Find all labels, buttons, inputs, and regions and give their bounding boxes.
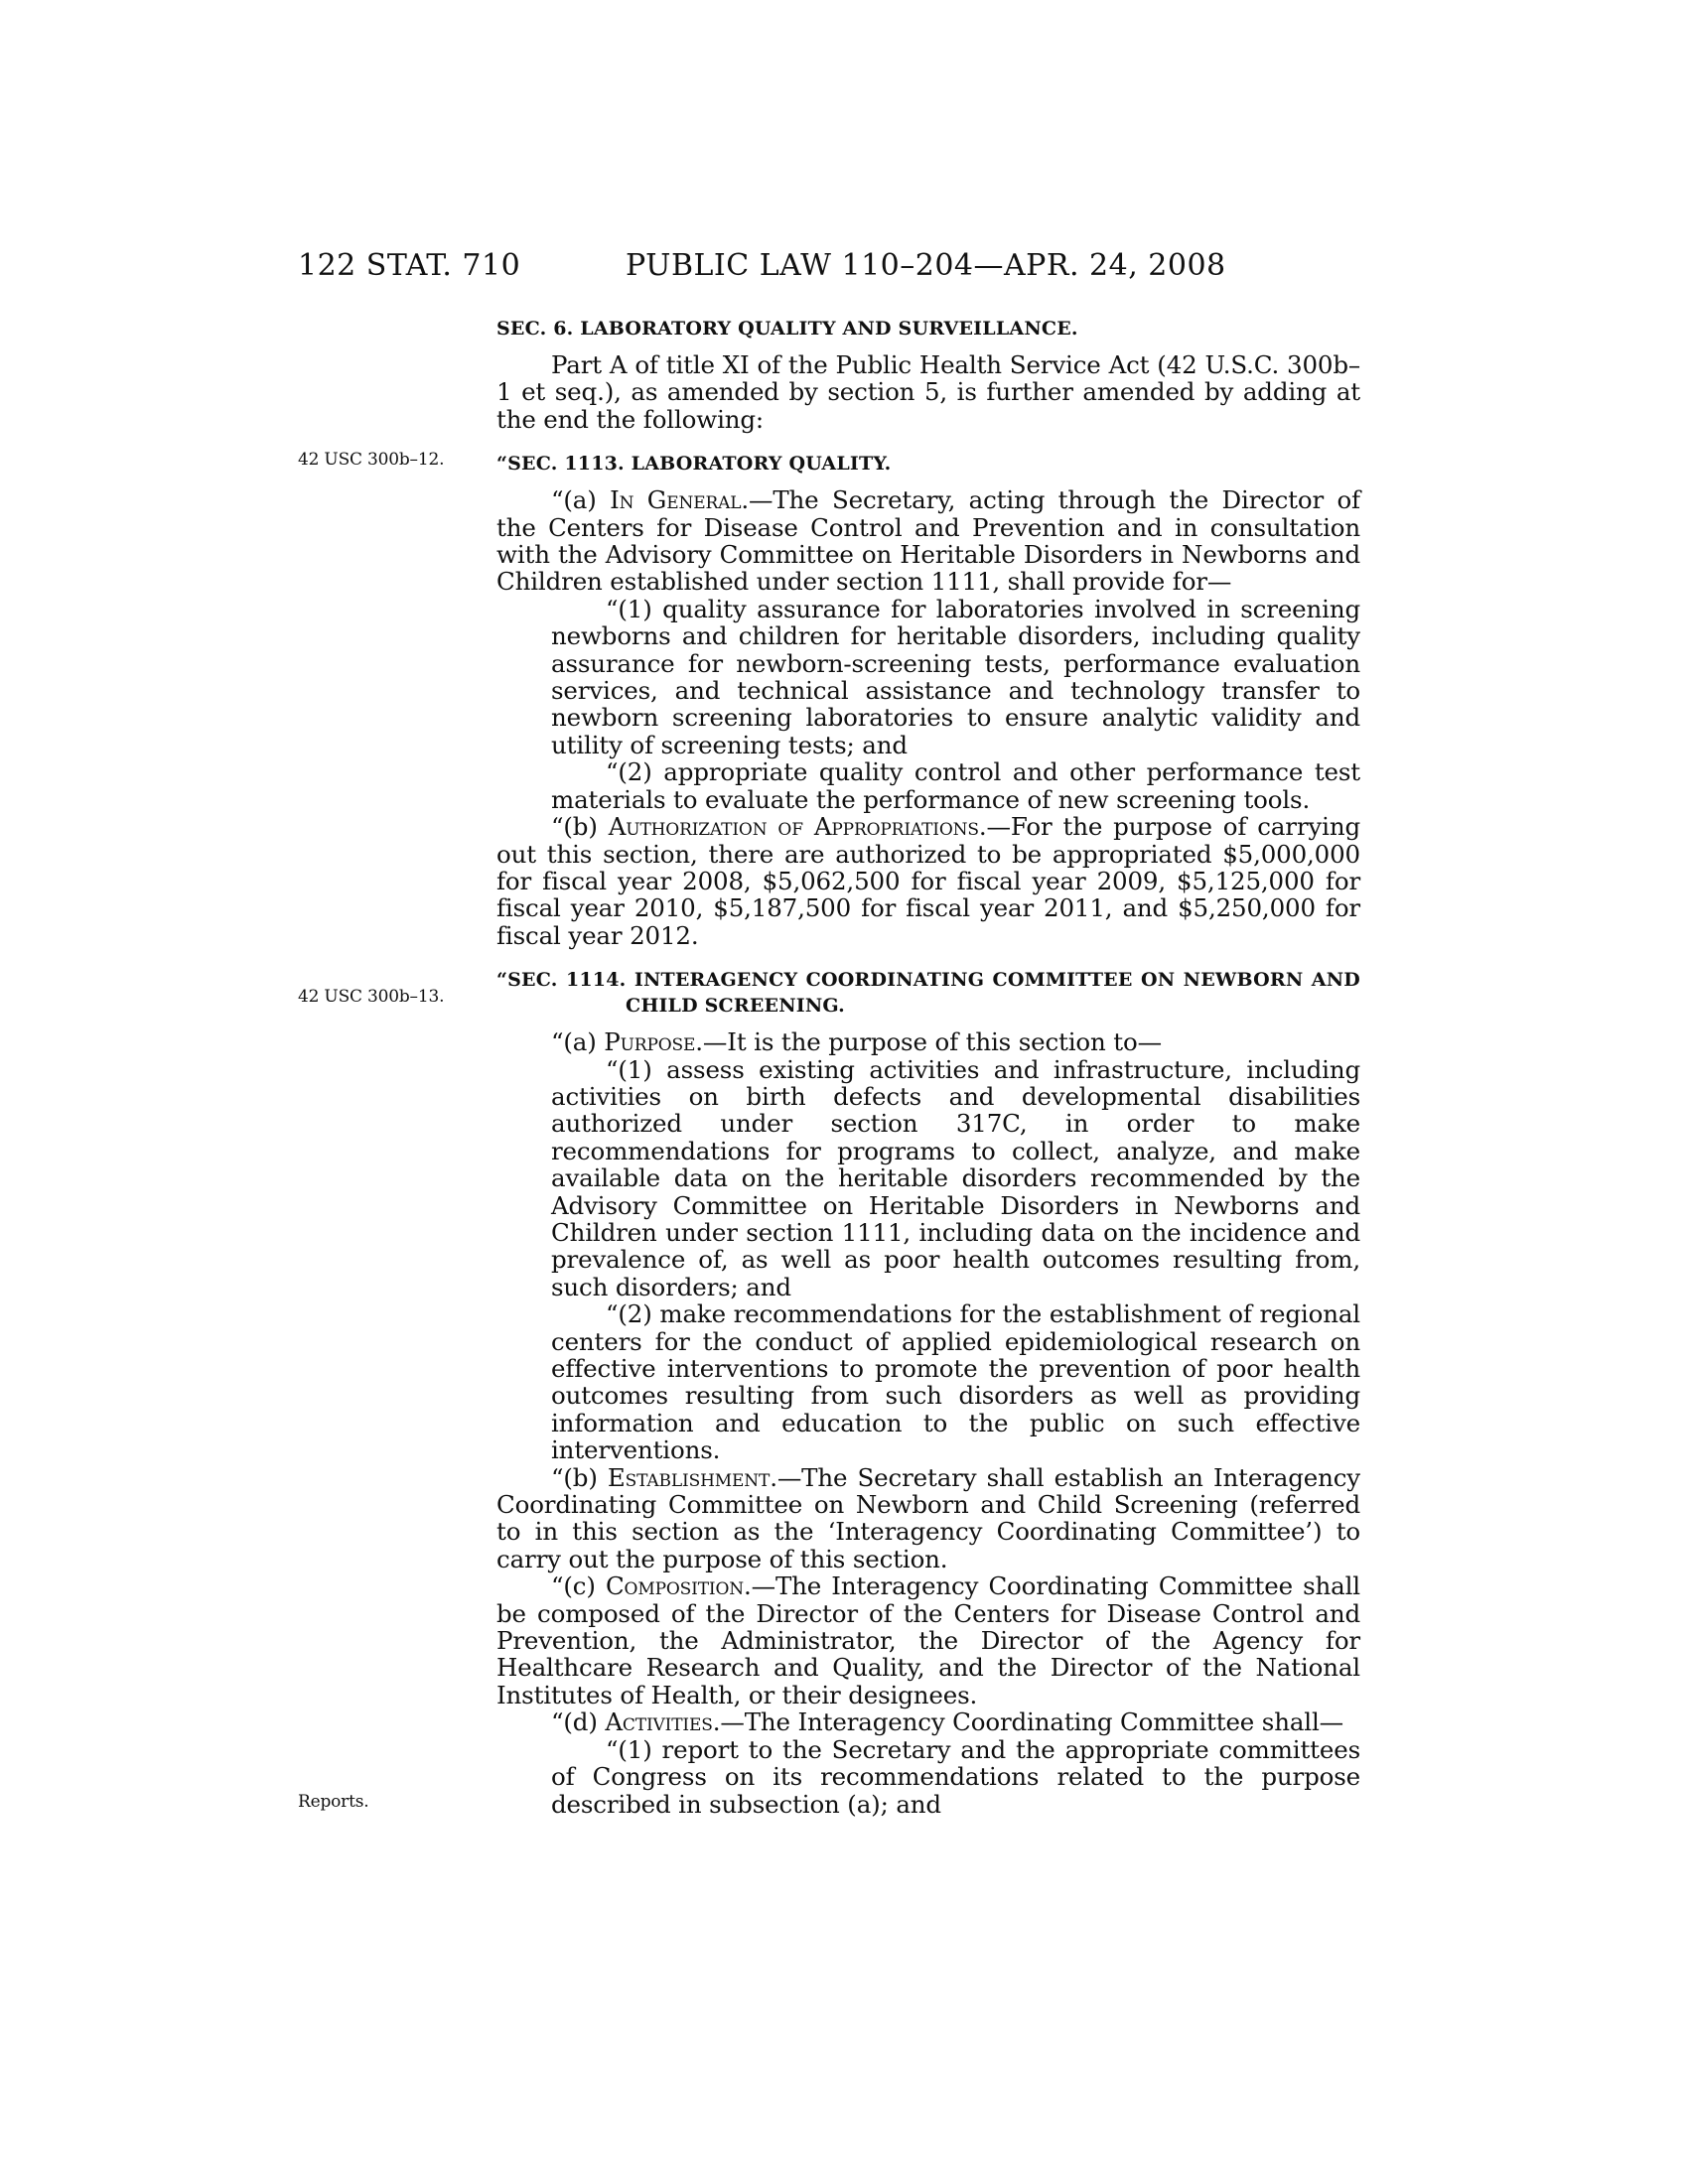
- sec6-intro: Part A of title XI of the Public Health Service Act (42 U.S.C. 300b–1 et seq.), as amended by section 5, is further amended by adding at the end the following:: [496, 350, 1360, 434]
- sec1114-c-text: .—The Interagency Coordinating Committee shall be composed of the Director of the Centers for Disease Control and Prevention, the Administrator, the Director of the Agency for Healthcare Research and Quality, and the Director of the National Institutes of Health, or their designees.: [496, 1571, 1360, 1709]
- sec1113-paragraph-a2: “(2) appropriate quality control and other performance test materials to evaluate the performance of new screening tools.: [551, 757, 1360, 814]
- sec1114-a-label: Purpose: [604, 1027, 696, 1057]
- sec1114-paragraph-d1: “(1) report to the Secretary and the appropriate committees of Congress on its recommendations related to the purpose described in subsection (a); and: [551, 1734, 1360, 1819]
- sec1114-paragraph-a2: “(2) make recommendations for the establishment of regional centers for the conduct of applied epidemiological research on effective interventions to promote the prevention of poor health outcomes resulting from such disorders as well as providing information and education to the public on such effective interventions.: [551, 1299, 1360, 1465]
- sec1113-paragraph-a1: “(1) quality assurance for laboratories involved in screening newborns and children for heritable disorders, including quality assurance for newborn-screening tests, performance evaluation services, and technical assistance and technology transfer to newborn screening laboratories to ensure analytic validity and utility of screening tests; and: [551, 594, 1360, 759]
- sec1113-subsection-b: [496, 813, 1360, 949]
- sec6-heading: SEC. 6. LABORATORY QUALITY AND SURVEILLANCE.: [496, 318, 1078, 340]
- page-header: [298, 248, 1226, 288]
- sec1114-c-lead: “(c): [551, 1571, 606, 1601]
- sec1114-subsection-b: [496, 1464, 1360, 1573]
- public-law-citation: PUBLIC LAW 110–204—APR. 24, 2008: [626, 248, 1226, 283]
- sec1113-a-lead: “(a): [551, 485, 611, 515]
- sec1114-c-label: Composition: [605, 1571, 744, 1601]
- sec1113-subsection-a: [496, 486, 1360, 596]
- sec1113-b-lead: “(b): [551, 812, 609, 842]
- sec1113-b-label: Authorization of Appropriations: [608, 812, 979, 842]
- sec1113-b-text: .—For the purpose of carrying out this section, there are authorized to be appropriated $5,000,000 for fiscal year 2008, $5,062,500 for fiscal year 2009, $5,125,000 for fiscal year 2010, $5,187,500 for fiscal year 2011, and $5,250,000 for fiscal year 2012.: [496, 812, 1360, 950]
- statute-page-number: 122 STAT. 710: [298, 248, 521, 283]
- sec1114-a-text: .—It is the purpose of this section to—: [695, 1027, 1162, 1057]
- sec1114-subsection-d: [496, 1708, 1360, 1735]
- sec1113-a-label: In General: [610, 485, 742, 515]
- sec1113-a-text: .—The Secretary, acting through the Director of the Centers for Disease Control and Prevention and in consultation with the Advisory Committee on Heritable Disorders in Newborns and Children established under section 1111, shall provide for—: [496, 485, 1360, 597]
- sec1114-d-lead: “(d): [551, 1707, 606, 1737]
- sec1114-subsection-c: [496, 1572, 1360, 1708]
- sec1113-heading: “SEC. 1113. LABORATORY QUALITY.: [496, 453, 892, 476]
- document-body: [496, 316, 1360, 1818]
- margin-note-usc-300b-13: 42 USC 300b–13.: [298, 987, 445, 1007]
- sec1114-paragraph-a1: “(1) assess existing activities and infrastructure, including activities on birth defects and developmental disabilities authorized under section 317C, in order to make recommendations for programs to collect, analyze, and make available data on the heritable disorders recommended by the Advisory Committee on Heritable Disorders in Newborns and Children under section 1111, including data on the incidence and prevalence of, as well as poor health outcomes resulting from, such disorders; and: [551, 1054, 1360, 1301]
- margin-note-reports: Reports.: [298, 1792, 369, 1812]
- margin-note-usc-300b-12: 42 USC 300b–12.: [298, 450, 445, 470]
- sec1114-b-lead: “(b): [551, 1462, 608, 1492]
- sec1114-b-text: .—The Secretary shall establish an Interagency Coordinating Committee on Newborn and Child Screening (referred to in this section as the ‘Interagency Coordinating Committee’) to carry out the purpose of this section.: [496, 1462, 1360, 1573]
- sec1114-d-text: .—The Interagency Coordinating Committee shall—: [712, 1707, 1344, 1737]
- sec1114-subsection-a: [496, 1028, 1360, 1055]
- sec1114-b-label: Establishment: [607, 1462, 771, 1492]
- sec1114-heading: “SEC. 1114. INTERAGENCY COORDINATING COMMITTEE ON NEWBORN AND CHILD SCREENING.: [496, 969, 1360, 1018]
- sec1114-d-label: Activities: [605, 1707, 713, 1737]
- sec1114-a-lead: “(a): [551, 1027, 605, 1057]
